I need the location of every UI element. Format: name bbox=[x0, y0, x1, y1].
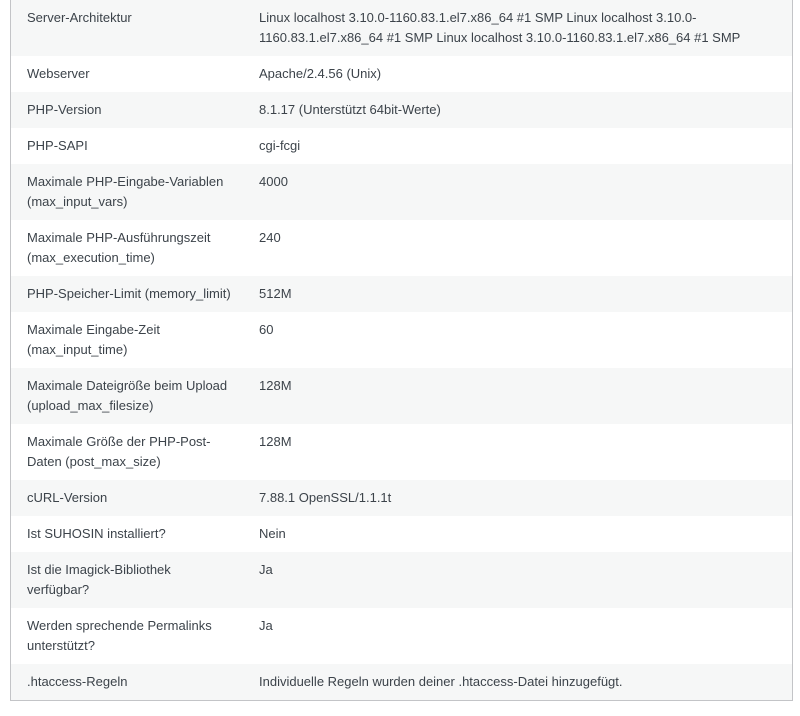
table-row bbox=[11, 56, 792, 92]
row-label: PHP-Version bbox=[27, 102, 102, 117]
row-value: Linux localhost 3.10.0-1160.83.1.el7.x86_64 #1 SMP Linux localhost 3.10.0-1160.83.1.el7.x86_64 #1 SMP Linux localhost 3.10.0-1160.83.1.el7.x86_64 #1 SMP bbox=[259, 10, 741, 45]
table-row bbox=[11, 552, 792, 608]
table-row bbox=[11, 516, 792, 552]
row-value: 128M bbox=[259, 378, 292, 393]
table-row bbox=[11, 128, 792, 164]
row-label: Maximale Größe der PHP-Post-Daten (post_max_size) bbox=[27, 434, 211, 469]
server-info-table bbox=[11, 0, 792, 700]
row-value: Ja bbox=[259, 618, 273, 633]
table-row bbox=[11, 608, 792, 664]
row-value: 512M bbox=[259, 286, 292, 301]
row-value: 8.1.17 (Unterstützt 64bit-Werte) bbox=[259, 102, 441, 117]
row-label: .htaccess-Regeln bbox=[27, 674, 128, 689]
row-value: 7.88.1 OpenSSL/1.1.1t bbox=[259, 490, 392, 505]
row-value: Apache/2.4.56 (Unix) bbox=[259, 66, 382, 81]
table-row bbox=[11, 312, 792, 368]
table-row bbox=[11, 276, 792, 312]
row-value: Ja bbox=[259, 562, 273, 577]
table-row bbox=[11, 92, 792, 128]
row-value: 240 bbox=[259, 230, 281, 245]
table-row bbox=[11, 424, 792, 480]
row-value: cgi-fcgi bbox=[259, 138, 301, 153]
row-label: Maximale Eingabe-Zeit (max_input_time) bbox=[27, 322, 160, 357]
table-row bbox=[11, 480, 792, 516]
table-row bbox=[11, 664, 792, 700]
row-label: Ist SUHOSIN installiert? bbox=[27, 526, 166, 541]
row-label: Maximale Dateigröße beim Upload (upload_max_filesize) bbox=[27, 378, 228, 413]
row-label: PHP-SAPI bbox=[27, 138, 88, 153]
row-value: 4000 bbox=[259, 174, 288, 189]
row-label: Maximale PHP-Eingabe-Variablen (max_input_vars) bbox=[27, 174, 224, 209]
table-row bbox=[11, 368, 792, 424]
row-label: PHP-Speicher-Limit (memory_limit) bbox=[27, 286, 231, 301]
row-label: cURL-Version bbox=[27, 490, 108, 505]
row-value: Nein bbox=[259, 526, 286, 541]
row-value: 60 bbox=[259, 322, 274, 337]
row-label: Ist die Imagick-Bibliothek verfügbar? bbox=[27, 562, 171, 597]
row-label: Maximale PHP-Ausführungszeit (max_execution_time) bbox=[27, 230, 211, 265]
row-value: 128M bbox=[259, 434, 292, 449]
table-row bbox=[11, 164, 792, 220]
table-row bbox=[11, 220, 792, 276]
table-row bbox=[11, 0, 792, 56]
server-info-panel bbox=[10, 0, 793, 701]
row-value: Individuelle Regeln wurden deiner .htaccess-Datei hinzugefügt. bbox=[259, 674, 623, 689]
row-label: Webserver bbox=[27, 66, 90, 81]
row-label: Werden sprechende Permalinks unterstützt? bbox=[27, 618, 212, 653]
row-label: Server-Architektur bbox=[27, 10, 132, 25]
